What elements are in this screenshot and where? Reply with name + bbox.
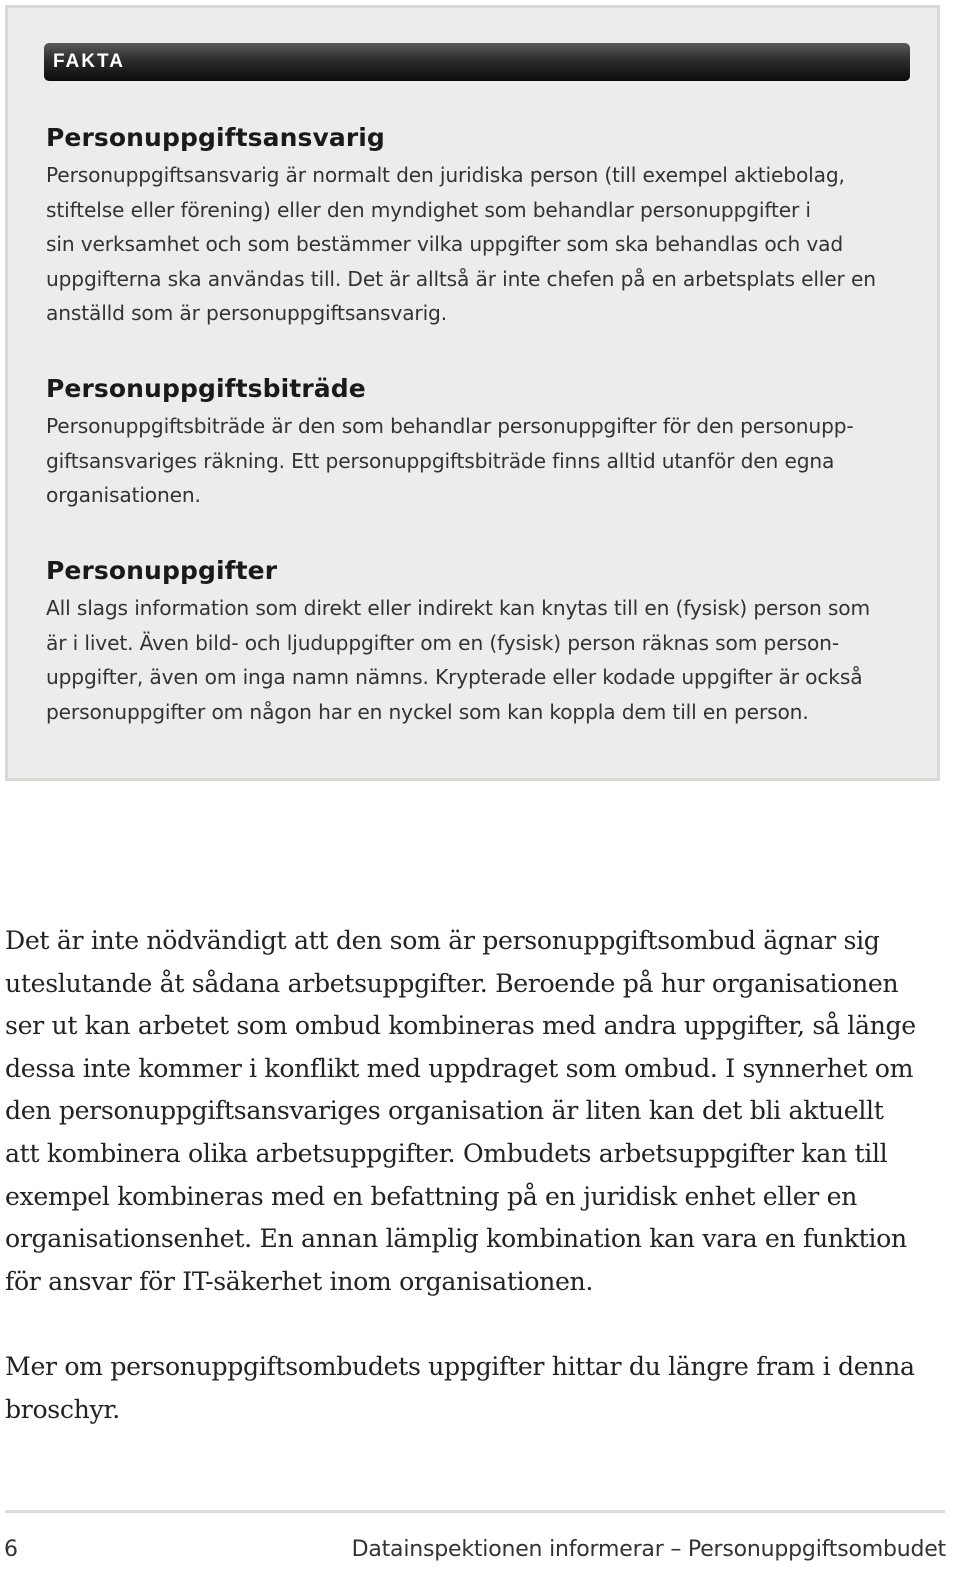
text-line: exempel kombineras med en befattning på en juridisk enhet eller en [5,1181,858,1211]
text-line: sin verksamhet och som bestämmer vilka uppgifter som ska behandlas och vad [46,232,844,256]
text-line: Mer om personuppgiftsombudets uppgifter hittar du längre fram i denna [5,1352,915,1381]
text-line: anställd som är personuppgiftsansvarig. [46,301,447,325]
text-line: Personuppgiftsbiträde är den som behandlar personuppgifter för den personupp- [46,414,854,438]
text-line: att kombinera olika arbetsuppgifter. Ombudets arbetsuppgifter kan till [5,1138,888,1168]
text-line: personuppgifter om någon har en nyckel som kan koppla dem till en person. [46,699,809,724]
fact-box [5,5,940,781]
fact-section-body [46,158,906,331]
fact-section-body [46,409,906,513]
text-line: All slags information som direkt eller indirekt kan knytas till en (fysisk) person som [46,596,871,620]
text-line: giftsansvariges räkning. Ett personuppgiftsbiträde finns alltid utanför den egna [46,448,835,473]
page-number: 6 [4,1537,18,1562]
text-line: den personuppgiftsansvariges organisation är liten kan det bli aktuellt [5,1096,884,1126]
text-line: ser ut kan arbetet som ombud kombineras med andra uppgifter, så länge [5,1011,916,1041]
text-line: organisationen. [46,483,201,507]
fact-section-personuppgifter [46,555,906,729]
text-line: uppgifter, även om inga namn nämns. Krypterade eller kodade uppgifter är också [46,665,863,689]
text-line: stiftelse eller förening) eller den myndighet som behandlar personuppgifter i [46,197,811,222]
text-line: är i livet. Även bild- och ljuduppgifter om en (fysisk) person räknas som person- [46,630,839,655]
text-line: för ansvar för IT-säkerhet inom organisationen. [5,1266,594,1296]
text-line: organisationsenhet. En annan lämplig kombination kan vara en funktion [5,1224,907,1254]
body-paragraph-2 [5,1346,950,1431]
text-line: Det är inte nödvändigt att den som är personuppgiftsombud ägnar sig [5,926,880,955]
body-paragraph-1 [5,920,950,1303]
fact-section-personuppgiftsbitrade [46,373,906,513]
fact-section-body [46,591,906,729]
running-footer-title: Datainspektionen informerar – Personuppgiftsombudet [351,1537,946,1562]
fact-box-header [44,43,910,81]
footer-divider [5,1510,945,1513]
text-line: uteslutande åt sådana arbetsuppgifter. Beroende på hur organisationen [5,968,899,998]
fact-section-title: Personuppgiftsansvarig [46,123,385,152]
text-line: uppgifterna ska användas till. Det är alltså är inte chefen på en arbetsplats eller en [46,266,876,291]
text-line: dessa inte kommer i konflikt med uppdraget som ombud. I synnerhet om [5,1053,914,1083]
text-line: broschyr. [5,1394,120,1424]
fact-box-header-label: FAKTA [53,51,125,72]
fact-section-personuppgiftsansvarig [46,122,906,331]
fact-section-title: Personuppgiftsbiträde [46,374,366,403]
fact-section-title: Personuppgifter [46,556,278,585]
text-line: Personuppgiftsansvarig är normalt den juridiska person (till exempel aktiebolag, [46,163,845,187]
